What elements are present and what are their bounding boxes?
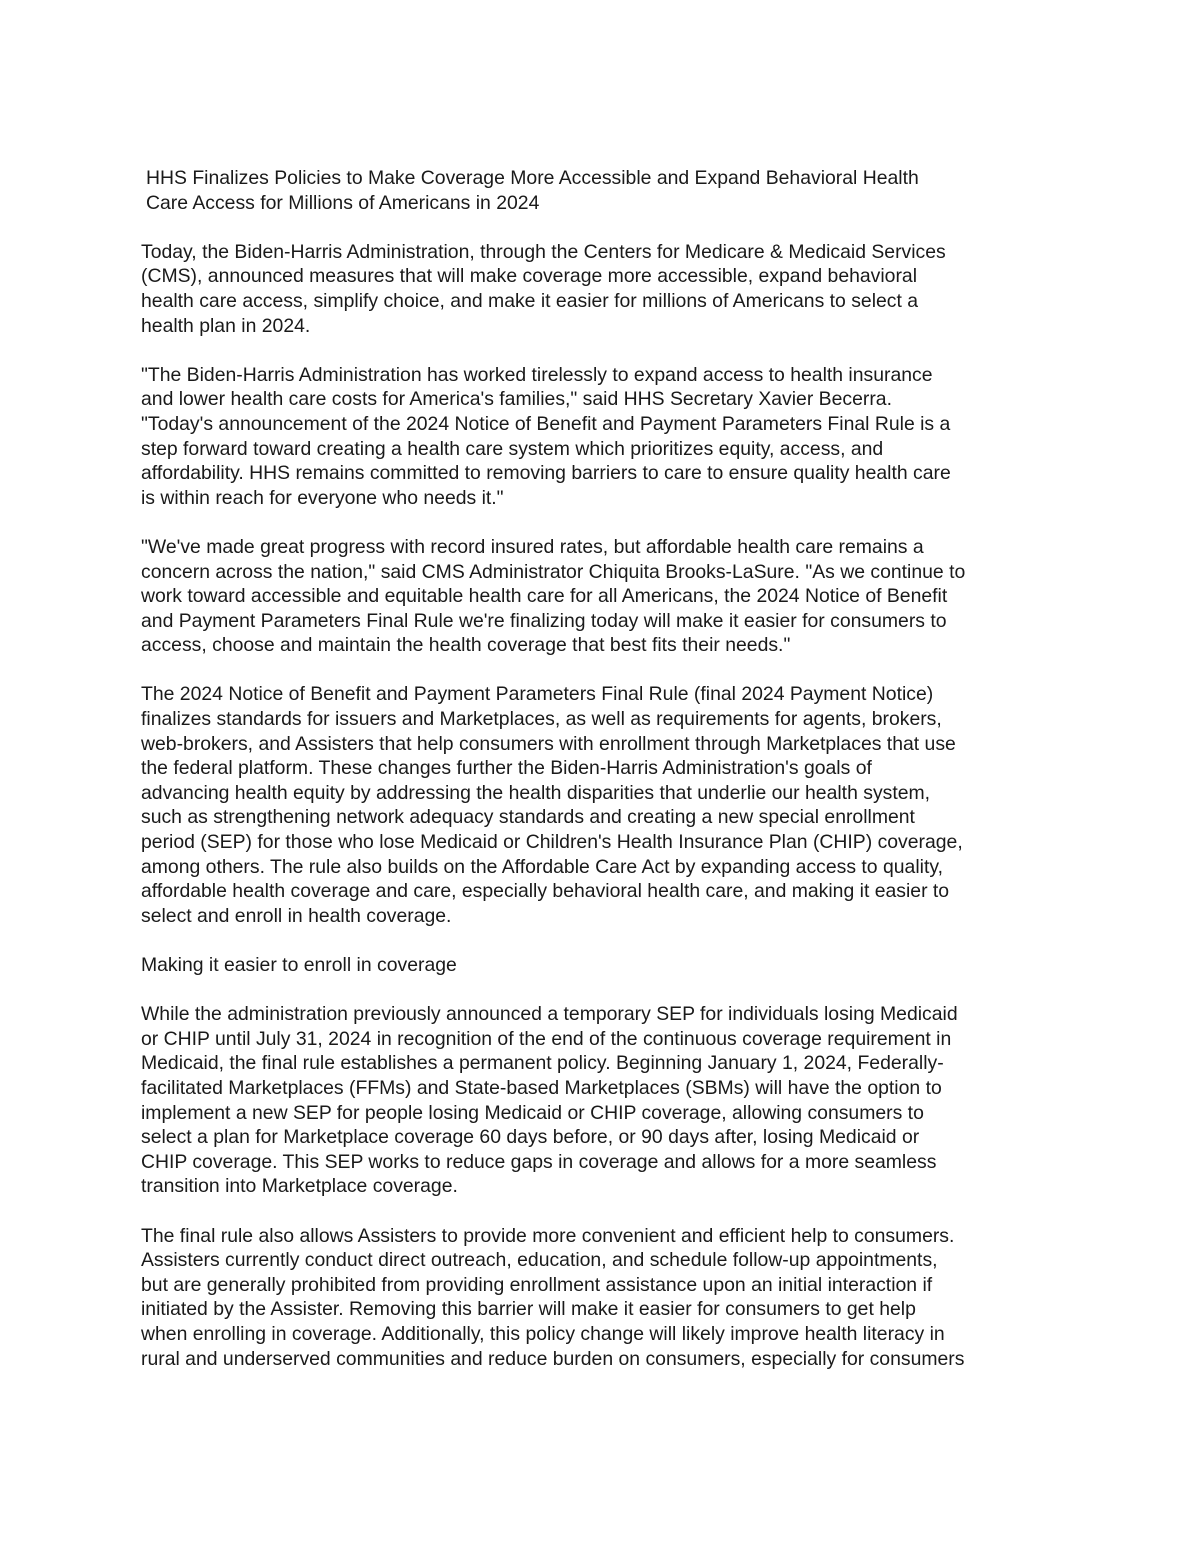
paragraph-brooks-lasure-quote: "We've made great progress with record insured rates, but affordable health care remains a concern across the nation," said CMS Administrator Chiquita Brooks-LaSure. "As we continue to work toward accessible and equitable health care for all Americans, the 2024 Notice of Benefit and Payment Parameters Final Rule we're finalizing today will make it easier for consumers to access, choose and maintain the health coverage that best fits their needs.": [141, 535, 966, 657]
paragraph-becerra-quote: "The Biden-Harris Administration has worked tirelessly to expand access to health insurance and lower health care costs for America's families," said HHS Secretary Xavier Becerra. "Today's announcement of the 2024 Notice of Benefit and Payment Parameters Final Rule is a step forward toward creating a health care system which prioritizes equity, access, and affordability. HHS remains committed to removing barriers to care to ensure quality health care is within reach for everyone who needs it.": [141, 363, 951, 509]
paragraph-intro: Today, the Biden-Harris Administration, through the Centers for Medicare & Medicaid Services (CMS), announced measures that will make coverage more accessible, expand behavioral health care access, simplify choice, and make it easier for millions of Americans to select a health plan in 2024.: [141, 240, 946, 337]
paragraph-assisters: The final rule also allows Assisters to provide more convenient and efficient help to consumers. Assisters currently conduct direct outreach, education, and schedule follow-up appointments, but are generally prohibited from providing enrollment assistance upon an initial interaction if initiated by the Assister. Removing this barrier will make it easier for consumers to get help when enrolling in coverage. Additionally, this policy change will likely improve health literacy in rural and underserved communities and reduce burden on consumers, especially for consumers: [141, 1224, 965, 1370]
paragraph-sep: While the administration previously announced a temporary SEP for individuals losing Medicaid or CHIP until July 31, 2024 in recognition of the end of the continuous coverage requirement in Medicaid, the final rule establishes a permanent policy. Beginning January 1, 2024, Federally- facilitated Marketplaces (FFMs) and State-based Marketplaces (SBMs) will have the option to implement a new SEP for people losing Medicaid or CHIP coverage, allowing consumers to select a plan for Marketplace coverage 60 days before, or 90 days after, losing Medicaid or CHIP coverage. This SEP works to reduce gaps in coverage and allows for a more seamless transition into Marketplace coverage.: [141, 1003, 958, 1198]
paragraph-payment-notice: The 2024 Notice of Benefit and Payment Parameters Final Rule (final 2024 Payment Notice) finalizes standards for issuers and Marketplaces, as well as requirements for agents, brokers, web-brokers, and Assisters that help consumers with enrollment through Marketplaces that use the federal platform. These changes further the Biden-Harris Administration's goals of advancing health equity by addressing the health disparities that underlie our health system, such as strengthening network adequacy standards and creating a new special enrollment period (SEP) for those who lose Medicaid or Children's Health Insurance Plan (CHIP) coverage, among others. The rule also builds on the Affordable Care Act by expanding access to quality, affordable health coverage and care, especially behavioral health care, and making it easier to select and enroll in health coverage.: [141, 683, 963, 927]
document-title: HHS Finalizes Policies to Make Coverage More Accessible and Expand Behavioral Health Care Access for Millions of Americans in 2024: [146, 167, 919, 214]
document-body: [141, 166, 1066, 1396]
section-heading-enroll: Making it easier to enroll in coverage: [141, 954, 457, 976]
